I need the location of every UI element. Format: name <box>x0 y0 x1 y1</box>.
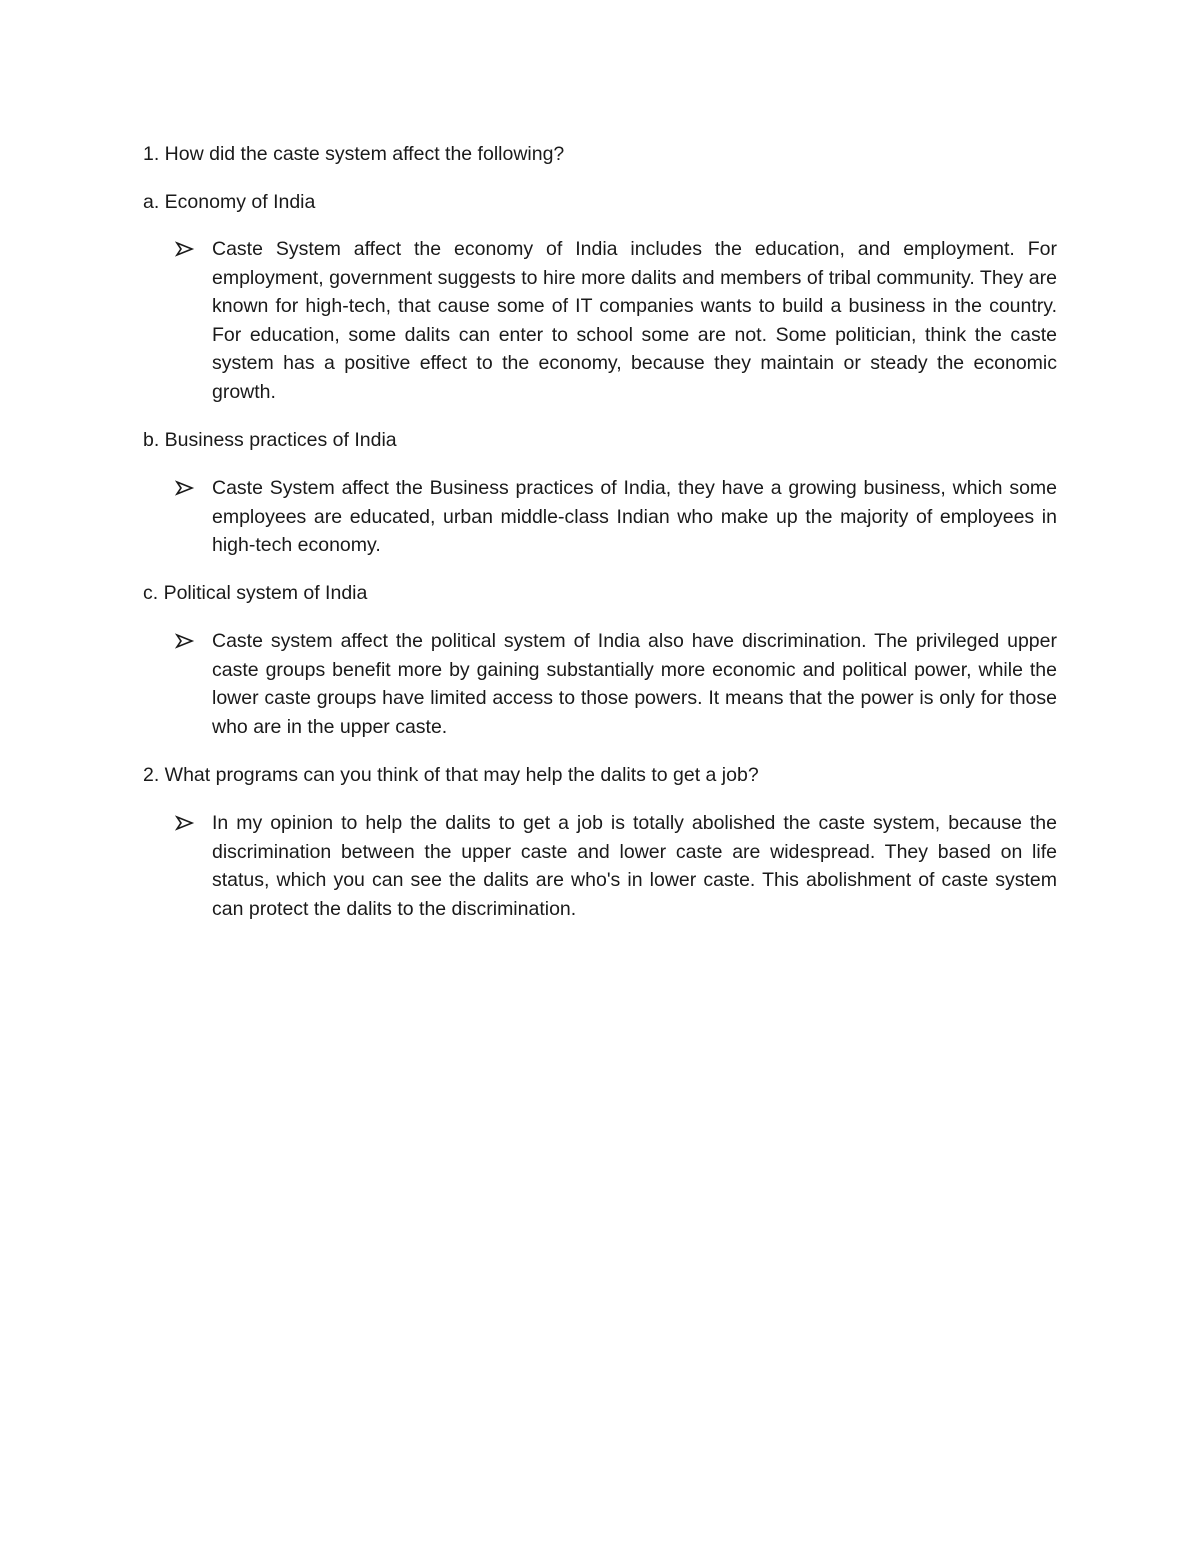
arrow-bullet-icon <box>175 809 195 837</box>
answer-1b: Caste System affect the Business practices of India, they have a growing business, which some employees are educated, urban middle-class Indian who make up the majority of employees in high-tech economy. <box>212 477 1057 557</box>
arrow-bullet-icon <box>175 474 195 502</box>
subquestion-1a: a. Economy of India <box>143 191 316 213</box>
answer-2: In my opinion to help the dalits to get a job is totally abolished the caste system, because the discrimination between the upper caste and lower caste are widespread. They based on life status, which you can see the dalits are who's in lower caste. This abolishment of caste system can protect the dalits to the discrimination. <box>212 812 1057 920</box>
subquestion-1b: b. Business practices of India <box>143 429 397 451</box>
question-2: 2. What programs can you think of that may help the dalits to get a job? <box>143 764 759 786</box>
arrow-bullet-icon <box>175 235 195 263</box>
arrow-bullet-icon <box>175 627 195 655</box>
question-1: 1. How did the caste system affect the following? <box>143 143 565 165</box>
subquestion-1c: c. Political system of India <box>143 582 368 604</box>
answer-1c: Caste system affect the political system of India also have discrimination. The privileged upper caste groups benefit more by gaining substantially more economic and political power, while the lower caste groups have limited access to those powers. It means that the power is only for those who are in the upper caste. <box>212 630 1057 738</box>
answer-1a: Caste System affect the economy of India includes the education, and employment. For employment, government suggests to hire more dalits and members of tribal community. They are known for high-tech, that cause some of IT companies wants to build a business in the country. For education, some dalits can enter to school some are not. Some politician, think the caste system has a positive effect to the economy, because they maintain or steady the economic growth. <box>212 238 1057 403</box>
